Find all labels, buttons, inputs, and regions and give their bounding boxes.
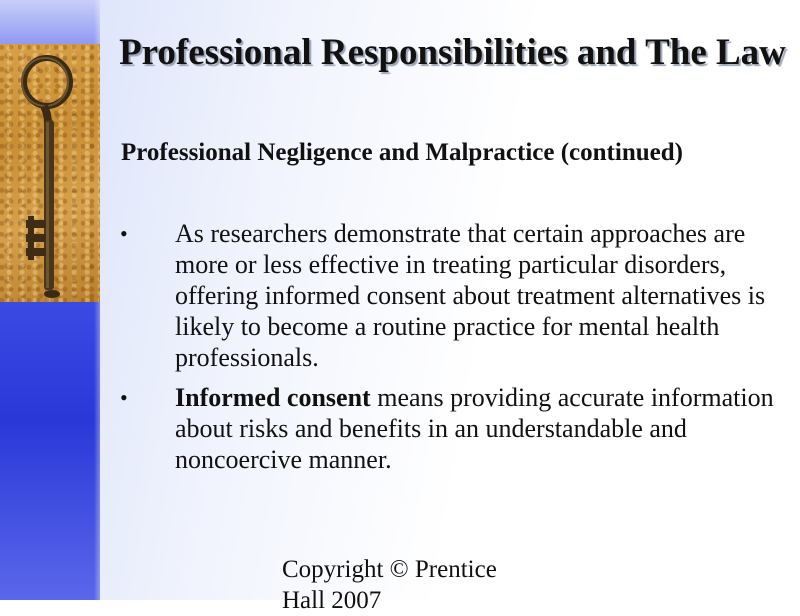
key-icon — [0, 44, 100, 302]
bullet-list — [116, 218, 800, 484]
band-top-sheen — [0, 0, 100, 44]
bullet-item — [116, 218, 800, 373]
bullet-marker: • — [120, 221, 128, 246]
slide-title: Professional Responsibilities and The Law — [119, 32, 786, 73]
bullet-marker: • — [120, 385, 128, 410]
bullet-bold-term: Informed consent — [175, 383, 371, 412]
copyright-footer: Copyright © Prentice Hall 2007 — [282, 556, 497, 614]
bullet-text: As researchers demonstrate that certain approaches are more or less effective in treating particular disorders, offering informed consent about treatment alternatives is likely to become a routine practice for mental health professionals. — [175, 219, 766, 372]
slide-subtitle: Professional Negligence and Malpractice (continued) — [121, 139, 683, 166]
bullet-item — [116, 382, 800, 475]
bullet-text: means providing accurate information about risks and benefits in an understandable and noncoercive manner. — [175, 383, 774, 474]
old-key-image — [0, 44, 100, 302]
